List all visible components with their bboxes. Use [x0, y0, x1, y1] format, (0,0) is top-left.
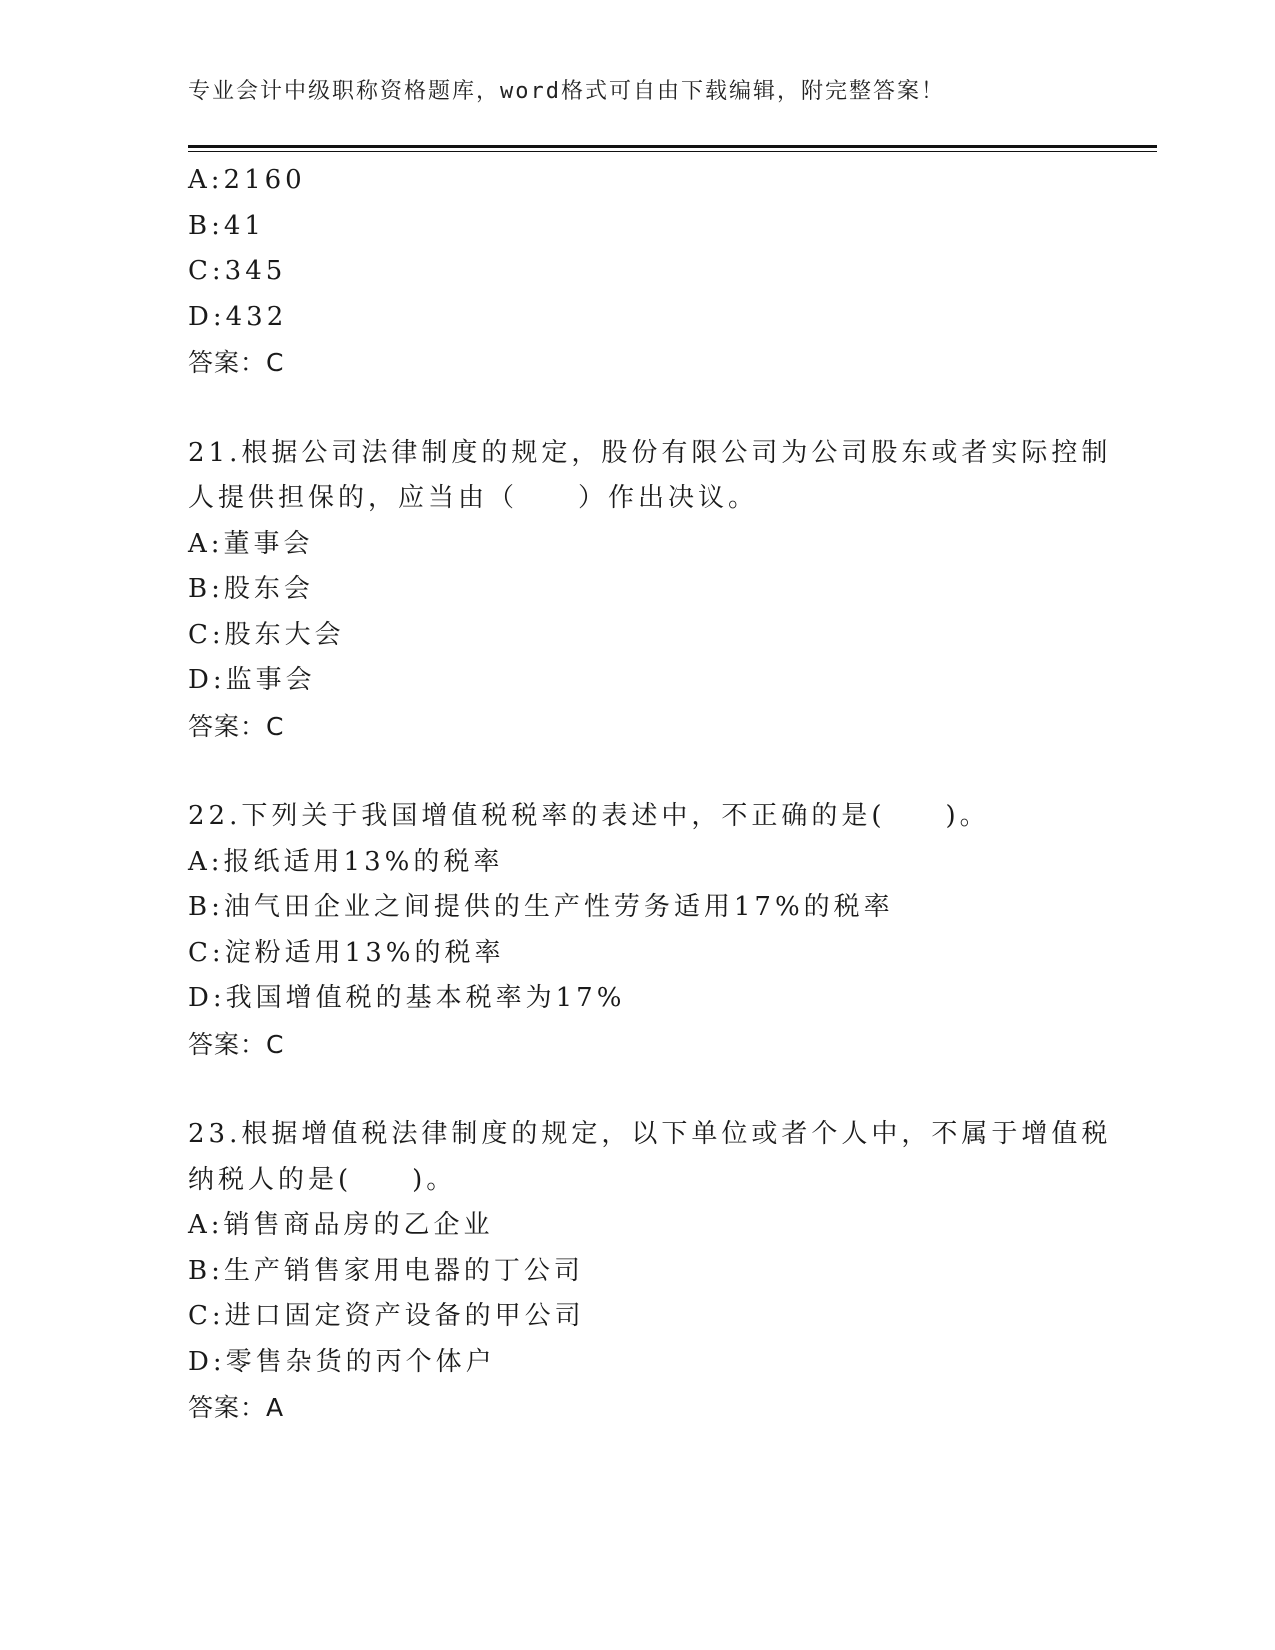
option-text: 零售杂货的丙个体户 — [225, 1346, 496, 1377]
question-22-block — [188, 794, 1088, 1067]
header-rule-thin — [188, 151, 1157, 152]
option-text: 油气田企业之间提供的生产性劳务适用17%的税率 — [223, 892, 894, 922]
option-text: 股东大会 — [224, 619, 345, 650]
option-c — [188, 1294, 1088, 1340]
question-stem-line: 人提供担保的，应当由（ ）作出决议。 — [188, 483, 759, 513]
option-text: 董事会 — [223, 528, 314, 559]
option-c — [188, 613, 1088, 659]
option-label: C: — [188, 256, 225, 286]
option-b — [188, 885, 1088, 931]
option-text: 345 — [224, 256, 287, 286]
option-label: B: — [188, 210, 224, 241]
option-label: D: — [188, 1346, 226, 1377]
option-label: B: — [188, 574, 224, 604]
option-text: 报纸适用13%的税率 — [223, 846, 504, 877]
option-label: C: — [188, 937, 225, 968]
option-a — [188, 840, 1088, 886]
option-label: A: — [188, 1210, 224, 1240]
option-text: 生产销售家用电器的丁公司 — [223, 1255, 584, 1286]
question-21-block — [188, 431, 1112, 750]
option-text: 监事会 — [225, 665, 316, 695]
option-label: B: — [188, 1255, 224, 1286]
answer: 答案：A — [188, 1393, 285, 1422]
option-d — [188, 658, 1088, 704]
option-c — [188, 249, 1088, 295]
option-b — [188, 567, 1088, 613]
option-label: D: — [188, 665, 226, 695]
question-stem-line: 23.根据增值税法律制度的规定，以下单位或者个人中，不属于增值税 — [188, 1119, 1112, 1149]
document-body — [188, 158, 1112, 1431]
option-label: C: — [188, 619, 225, 650]
question-stem-line: 22.下列关于我国增值税税率的表述中，不正确的是( )。 — [188, 801, 990, 831]
option-b — [188, 204, 1088, 250]
option-text: 淀粉适用13%的税率 — [224, 937, 505, 968]
option-label: B: — [188, 892, 224, 922]
option-b — [188, 1249, 1088, 1295]
question-stem-line: 纳税人的是( )。 — [188, 1164, 457, 1195]
option-label: C: — [188, 1301, 225, 1331]
answer: 答案：C — [188, 1029, 285, 1059]
option-text: 我国增值税的基本税率为17% — [225, 983, 626, 1013]
option-a — [188, 1203, 1088, 1249]
option-text: 41 — [223, 210, 265, 241]
option-label: A: — [188, 165, 224, 195]
option-a — [188, 158, 1088, 204]
answer: 答案：C — [188, 348, 285, 377]
option-d — [188, 976, 1088, 1022]
option-text: 股东会 — [223, 574, 314, 604]
question-23-block — [188, 1112, 1112, 1431]
option-text: 2160 — [223, 165, 306, 195]
option-text: 进口固定资产设备的甲公司 — [224, 1301, 585, 1331]
option-label: A: — [188, 528, 224, 559]
option-label: D: — [188, 983, 226, 1013]
option-label: D: — [188, 301, 226, 332]
header-rule-thick — [188, 145, 1157, 148]
option-label: A: — [188, 846, 224, 877]
option-d — [188, 1340, 1088, 1386]
option-text: 432 — [225, 301, 288, 332]
option-c — [188, 931, 1088, 977]
question-20-block — [188, 158, 1088, 386]
option-text: 销售商品房的乙企业 — [223, 1210, 494, 1240]
option-d — [188, 295, 1088, 341]
option-a — [188, 522, 1088, 568]
question-stem-line: 21.根据公司法律制度的规定，股份有限公司为公司股东或者实际控制 — [188, 437, 1112, 468]
page-header: 专业会计中级职称资格题库，word格式可自由下载编辑，附完整答案！ — [188, 79, 945, 104]
answer: 答案：C — [188, 711, 285, 741]
